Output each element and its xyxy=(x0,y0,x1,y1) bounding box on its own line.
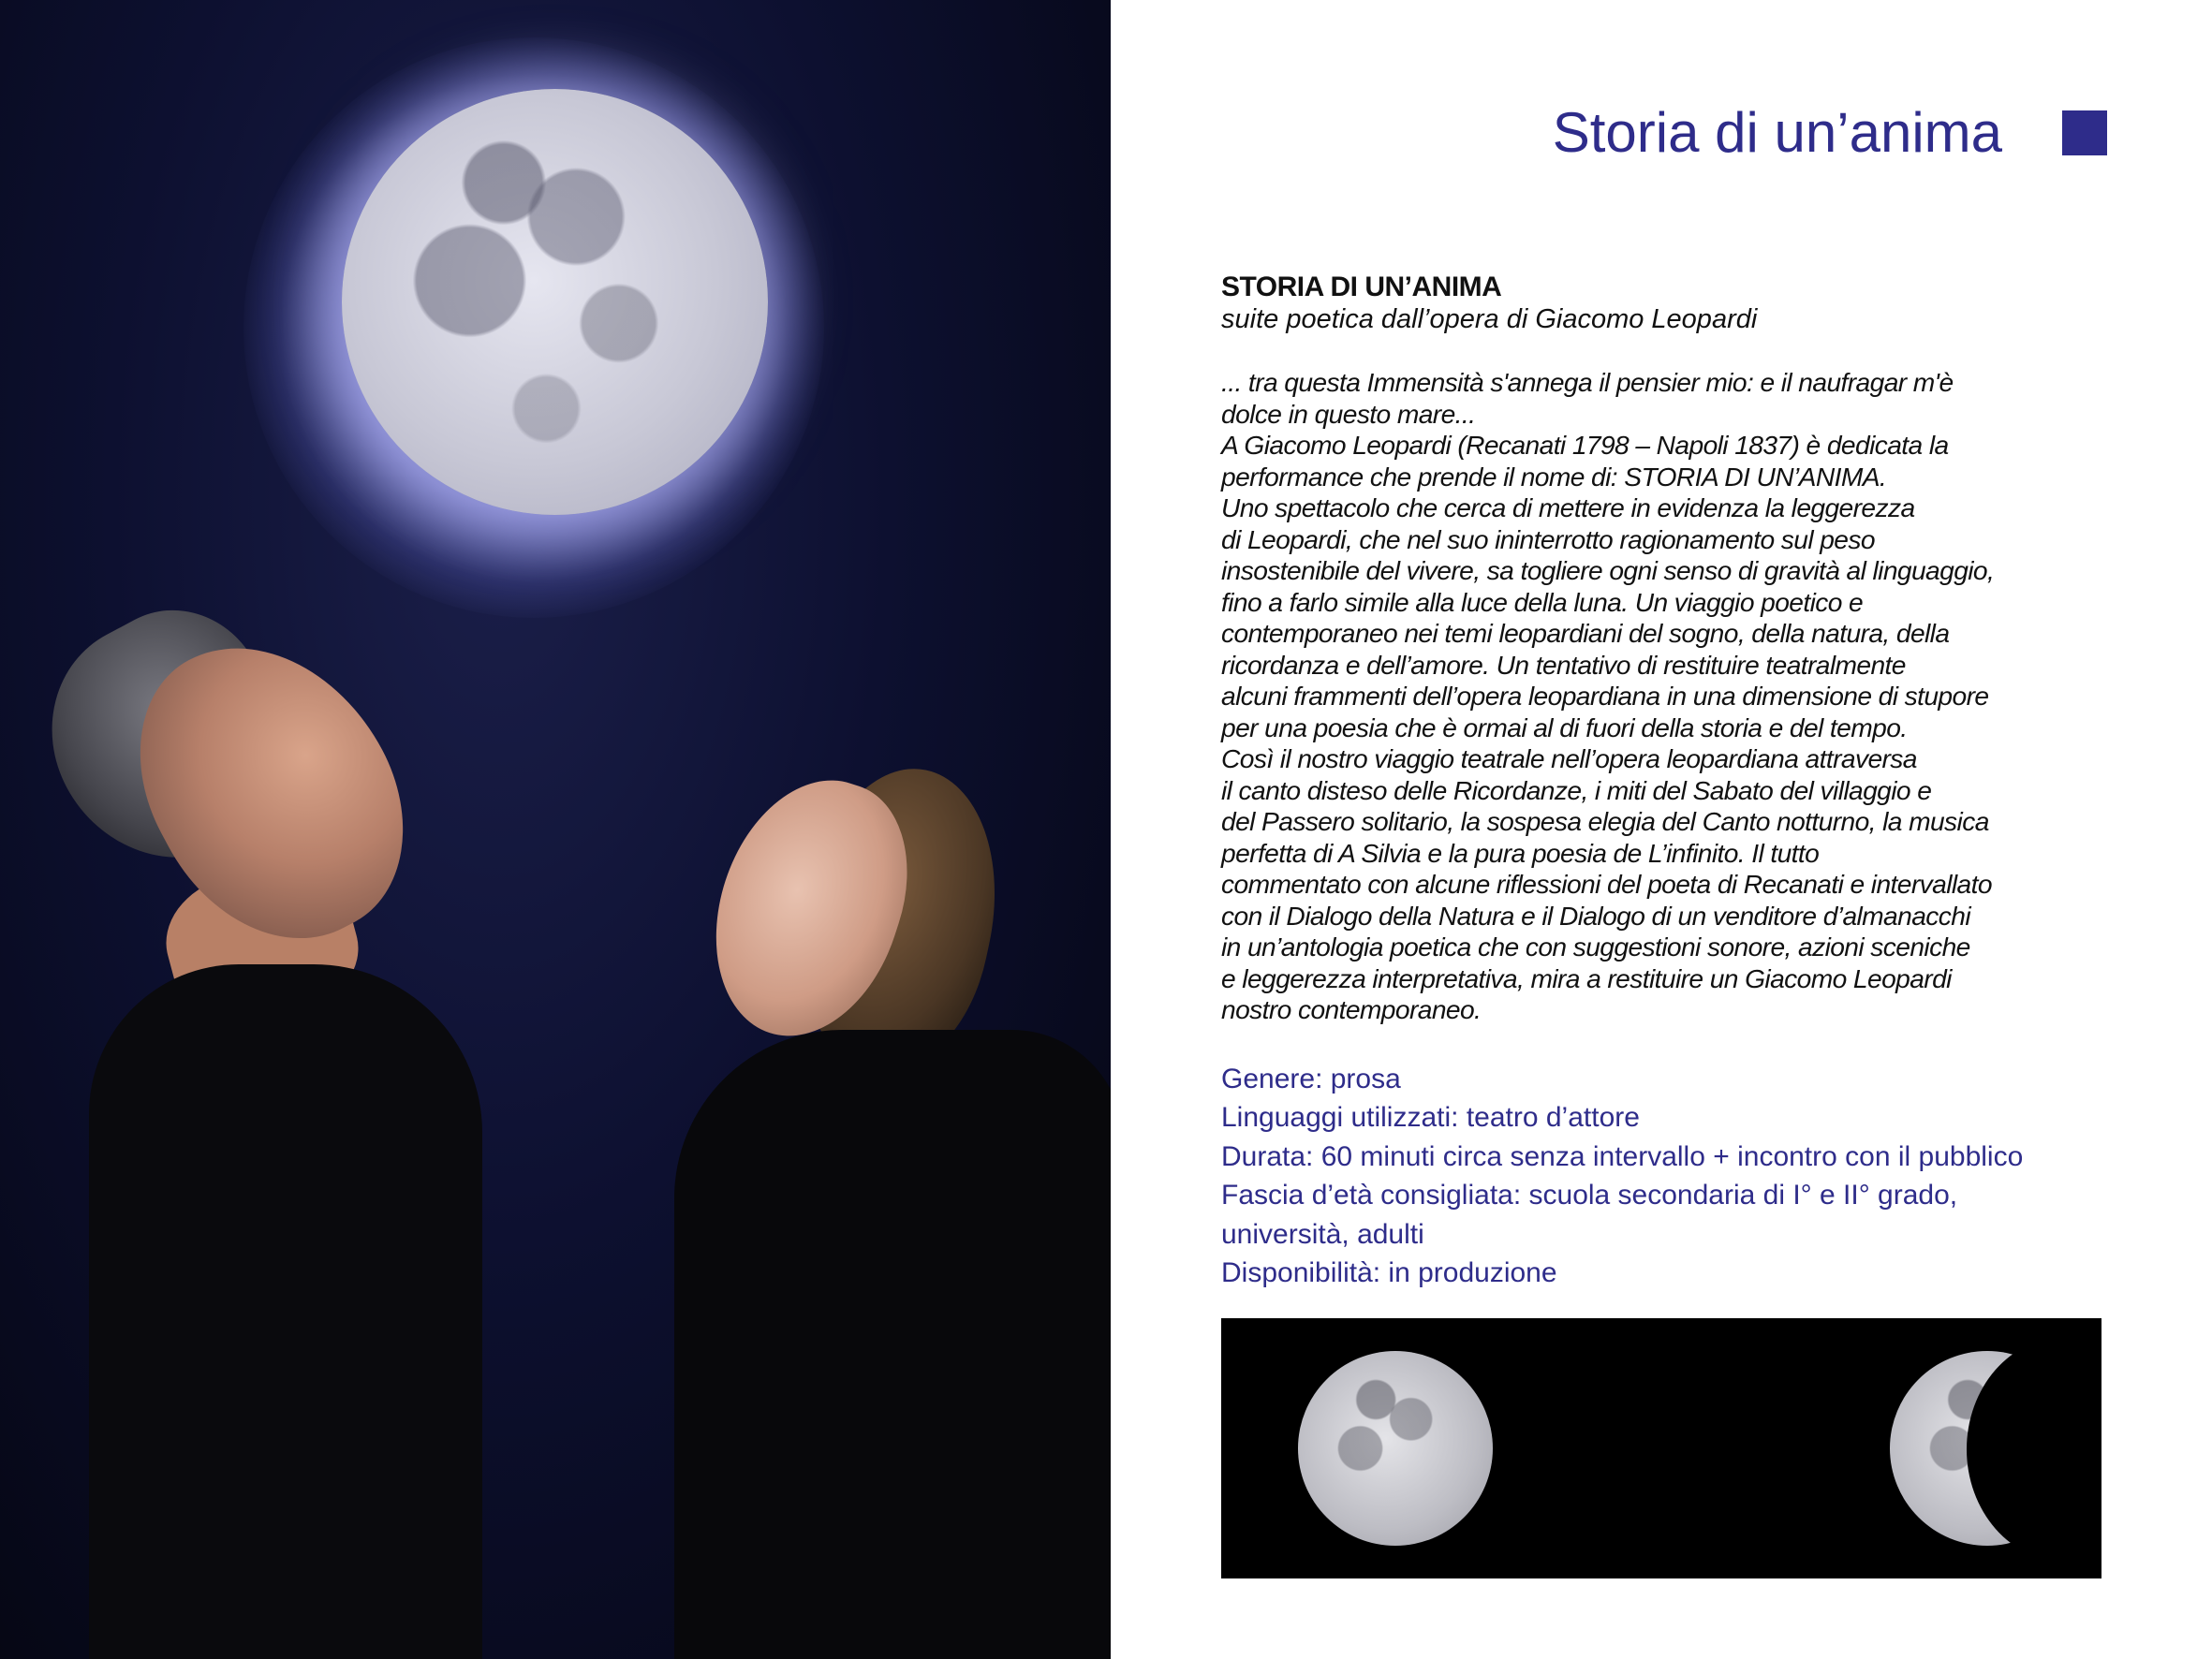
show-title: STORIA DI UN’ANIMA xyxy=(1221,272,1502,302)
description-text: ... tra questa Immensità s'annega il pensier mio: e il naufragar m'è dolce in questo mare... A Giacomo Leopardi (Recanati 1798 – Napoli 1837) è dedicata la performance che prende il nome di: STORIA DI UN’ANIMA. Uno spettacolo che cerca di mettere in evidenza la leggerezza di Leopardi, che nel suo ininterrotto ragionamento sul peso insostenibile del vivere, sa togliere ogni senso di gravità al linguaggio, fino a farlo simile alla luce della luna. Un viaggio poetico e contemporaneo nei temi leopardiani del sogno, della natura, della ricordanza e dell’amore. Un tentativo di restituire teatralmente alcuni frammenti dell’opera leopardiana in una dimensione di stupore per una poesia che è ormai al di fuori della storia e del tempo. Così il nostro viaggio teatrale nell’opera leopardiana attraversa il canto disteso delle Ricordanze, i miti del Sabato del villaggio e del Passero solitario, la sospesa elegia del Canto notturno, la musica perfetta di A Silvia e la pura poesia de L’infinito. Il tutto commentato con alcune riflessioni del poeta di Recanati e intervallato con il Dialogo della Natura e il Dialogo di un venditore d’almanacchi in un’antologia poetica che con suggestioni sonore, azioni sceniche e leggerezza interpretativa, mira a restituire un Giacomo Leopardi nostro contemporaneo. xyxy=(1221,367,1995,1024)
full-moon-icon xyxy=(1298,1351,1493,1546)
content xyxy=(1221,272,2120,1293)
info-list xyxy=(1221,1060,2120,1293)
woman-silhouette xyxy=(674,1030,1111,1659)
text-panel xyxy=(1111,0,2212,1659)
info-duration: Durata: 60 minuti circa senza intervallo + incontro con il pubblico xyxy=(1221,1140,2024,1172)
page-title: Storia di un’anima xyxy=(1552,101,2002,164)
info-age-line-1: Fascia d’età consigliata: scuola secondaria di I° e II° grado, xyxy=(1221,1180,1958,1211)
moon-phases-image xyxy=(1221,1318,2101,1578)
info-languages: Linguaggi utilizzati: teatro d’attore xyxy=(1221,1102,1640,1133)
info-genre: Genere: prosa xyxy=(1221,1063,1401,1094)
title-square-marker xyxy=(2062,110,2107,155)
full-moon-image xyxy=(342,89,768,515)
man-silhouette xyxy=(89,964,482,1659)
info-availability: Disponibilità: in produzione xyxy=(1221,1257,1557,1288)
show-subtitle: suite poetica dall’opera di Giacomo Leopardi xyxy=(1221,304,1758,334)
info-age-line-2: università, adulti xyxy=(1221,1218,1424,1250)
